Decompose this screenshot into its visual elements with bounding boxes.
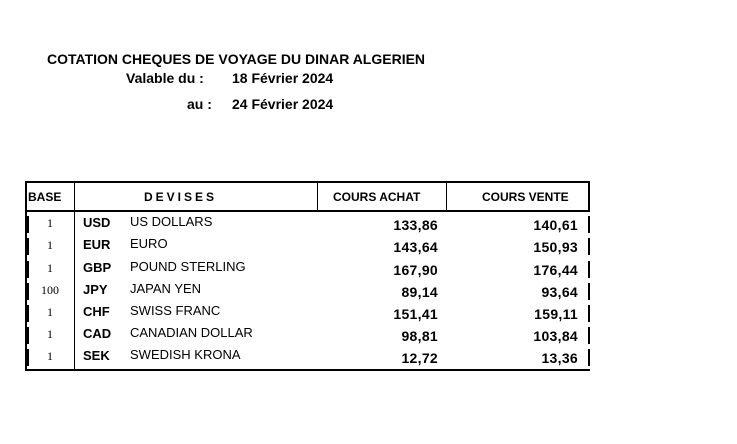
row-right-mark <box>588 305 590 322</box>
right-header-border <box>588 181 590 211</box>
row-base: 1 <box>47 216 53 230</box>
valid-from-label: Valable du : <box>126 70 204 86</box>
valid-to-label: au : <box>187 96 212 112</box>
row-currency-code: SEK <box>83 348 110 363</box>
table-row <box>25 235 590 257</box>
document-title: COTATION CHEQUES DE VOYAGE DU DINAR ALGERIEN <box>47 51 426 67</box>
exchange-rate-table <box>25 181 590 371</box>
achat-divider <box>446 181 447 211</box>
row-currency-code: CHF <box>83 304 110 319</box>
row-base: 1 <box>47 238 53 252</box>
row-right-mark <box>588 216 590 233</box>
row-currency-name: CANADIAN DOLLAR <box>130 325 253 340</box>
table-row <box>25 280 590 302</box>
column-header-cours-achat: COURS ACHAT <box>333 190 421 204</box>
column-header-devises: DEVISES <box>144 190 218 204</box>
row-base: 1 <box>47 261 53 275</box>
row-currency-code: GBP <box>83 260 112 275</box>
row-base: 100 <box>41 283 59 297</box>
row-cours-vente: 159,11 <box>534 306 578 322</box>
row-currency-name: JAPAN YEN <box>130 281 202 296</box>
row-cours-vente: 140,61 <box>533 217 578 233</box>
column-header-cours-vente: COURS VENTE <box>482 190 569 204</box>
row-cours-achat: 143,64 <box>393 239 438 255</box>
row-currency-name: US DOLLARS <box>130 214 213 229</box>
valid-to-date: 24 Février 2024 <box>232 96 334 112</box>
table-row <box>25 302 590 324</box>
row-cours-achat: 167,90 <box>393 262 438 278</box>
row-right-mark <box>588 261 590 278</box>
row-cours-vente: 93,64 <box>541 284 578 300</box>
table-top-border <box>25 181 590 183</box>
row-right-mark <box>588 349 590 366</box>
column-header-base: BASE <box>28 190 62 204</box>
valid-from-date: 18 Février 2024 <box>232 70 334 86</box>
row-cours-vente: 176,44 <box>533 262 578 278</box>
header-bottom-border <box>25 210 590 212</box>
table-row <box>25 324 590 346</box>
row-base: 1 <box>47 327 53 341</box>
row-cours-achat: 12,72 <box>401 350 438 366</box>
devises-divider <box>317 181 318 211</box>
row-currency-name: SWEDISH KRONA <box>130 347 241 362</box>
row-currency-name: SWISS FRANC <box>130 303 221 318</box>
row-cours-vente: 150,93 <box>533 239 578 255</box>
row-currency-code: EUR <box>83 237 111 252</box>
row-cours-achat: 98,81 <box>401 328 438 344</box>
row-currency-code: USD <box>83 215 111 230</box>
table-row <box>25 258 590 280</box>
row-currency-name: EURO <box>130 236 168 251</box>
row-right-mark <box>588 238 590 255</box>
table-row <box>25 346 590 368</box>
row-base: 1 <box>47 305 53 319</box>
row-currency-name: POUND STERLING <box>130 259 246 274</box>
table-bottom-border <box>25 369 590 371</box>
row-cours-vente: 13,36 <box>541 350 578 366</box>
table-row <box>25 213 590 235</box>
row-right-mark <box>588 327 590 344</box>
row-cours-achat: 151,41 <box>393 306 438 322</box>
row-cours-vente: 103,84 <box>533 328 578 344</box>
row-right-mark <box>588 283 590 300</box>
row-currency-code: CAD <box>83 326 112 341</box>
row-base: 1 <box>47 349 53 363</box>
row-cours-achat: 133,86 <box>393 217 438 233</box>
row-currency-code: JPY <box>83 282 108 297</box>
row-cours-achat: 89,14 <box>401 284 438 300</box>
